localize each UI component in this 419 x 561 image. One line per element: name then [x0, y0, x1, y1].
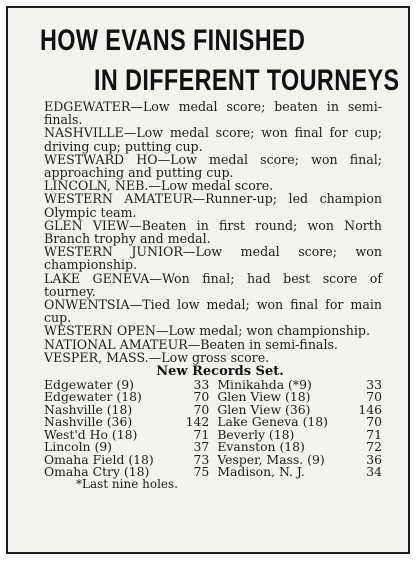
- tourney-name: LINCOLN, NEB.: [44, 178, 149, 194]
- tourney-name: EDGEWATER: [44, 99, 131, 114]
- tourney-entry: WESTERN AMATEUR—Runner-up; led champion Olympic team.: [44, 191, 382, 220]
- record-right-name: Minikahda (*9): [217, 377, 312, 393]
- tourney-result: Tied low medal; won final for main cup.: [44, 297, 382, 326]
- tourney-entry: EDGEWATER—Low medal score; beaten in semi-finals.: [44, 99, 382, 128]
- tourney-entry: LINCOLN, NEB.—Low medal score.: [44, 178, 274, 194]
- record-left-name: Omaha Field (18): [44, 451, 154, 467]
- tourney-name: WESTERN OPEN: [44, 323, 156, 339]
- record-left-score: 75: [193, 463, 210, 479]
- record-right-score: 72: [366, 439, 382, 455]
- tourney-entry: WESTERN JUNIOR—Low medal score; won championship.: [44, 244, 382, 273]
- tourney-result: Won final; had best score of tourney.: [44, 270, 382, 299]
- record-left-name: Edgewater (18): [44, 389, 142, 405]
- record-left-score: 73: [193, 451, 210, 467]
- record-right-score: 34: [366, 463, 382, 479]
- record-left-name: Edgewater (9): [44, 377, 134, 393]
- tourney-name: WESTERN AMATEUR: [44, 191, 193, 207]
- tourney-name: ONWENTSIA: [44, 297, 130, 313]
- tourney-entry: NASHVILLE—Low medal score; won final for cup; driving cup; putting cup.: [44, 125, 382, 154]
- record-left-score: 33: [193, 377, 210, 393]
- record-right-score: 70: [366, 414, 382, 430]
- record-left-score: 70: [193, 401, 210, 417]
- record-right-score: 36: [366, 451, 382, 467]
- tourney-entry: NATIONAL AMATEUR—Beaten in semi-finals.: [44, 336, 338, 352]
- record-left-score: 70: [193, 389, 210, 405]
- record-right-score: 71: [366, 426, 382, 442]
- headline-line-2: IN DIFFERENT TOURNEYS: [94, 64, 400, 97]
- tourney-name: NATIONAL AMATEUR: [44, 336, 188, 352]
- tourney-result: Beaten in semi-finals.: [200, 336, 338, 352]
- record-left-name: Nashville (18): [44, 401, 133, 417]
- tourney-result: Beaten in first round; won North Branch trophy and medal.: [44, 217, 382, 247]
- record-left-score: 142: [185, 414, 210, 430]
- record-left-name: Nashville (36): [44, 414, 133, 430]
- tourney-results-list: [44, 100, 382, 364]
- tourney-entry: VESPER, MASS.—Low gross score.: [44, 349, 270, 365]
- tourney-entry: LAKE GENEVA—Won final; had best score of tourney.: [44, 270, 382, 299]
- record-left-score: 37: [193, 439, 210, 455]
- record-right-name: Beverly (18): [217, 426, 295, 442]
- tourney-result: Low medal score; won championship.: [44, 244, 382, 273]
- tourney-name: GLEN VIEW: [44, 217, 130, 233]
- record-left-score: 71: [193, 426, 210, 442]
- record-right-name: Evanston (18): [217, 439, 305, 455]
- record-right-score: 33: [366, 377, 382, 393]
- tourney-result: Low medal score.: [160, 178, 274, 194]
- records-heading: New Records Set.: [156, 364, 284, 380]
- tourney-name: WESTWARD HO: [44, 151, 158, 167]
- tourney-name: VESPER, MASS.: [44, 349, 149, 365]
- record-right-name: Vesper, Mass. (9): [217, 451, 325, 467]
- record-right-name: Lake Geneva (18): [217, 414, 329, 430]
- tourney-result: Low medal; won championship.: [168, 323, 370, 339]
- tourney-result: Low medal score; won final; approaching and putting cup.: [44, 151, 382, 181]
- tourney-entry: WESTWARD HO—Low medal score; won final; approaching and putting cup.: [44, 151, 382, 181]
- record-right-score: 70: [366, 389, 382, 405]
- tourney-result: Low medal score; won final for cup; driving cup; putting cup.: [44, 125, 382, 154]
- tourney-entry: WESTERN OPEN—Low medal; won championship.: [44, 323, 370, 339]
- headline-line-1: HOW EVANS FINISHED: [40, 24, 306, 57]
- record-right-score: 146: [358, 401, 382, 417]
- record-right-name: Glen View (18): [217, 389, 311, 405]
- article-body: [44, 100, 382, 491]
- tourney-name: NASHVILLE: [44, 125, 124, 141]
- tourney-name: WESTERN JUNIOR: [44, 244, 183, 260]
- record-right-name: Madison, N. J.: [217, 463, 305, 479]
- record-left-name: West'd Ho (18): [44, 426, 138, 442]
- tourney-result: Low gross score.: [161, 349, 270, 365]
- tourney-result: Low medal score; beaten in semi-finals.: [44, 99, 382, 128]
- records-footnote: *Last nine holes.: [76, 477, 178, 492]
- tourney-result: Runner-up; led champion Olympic team.: [44, 191, 382, 220]
- tourney-entry: GLEN VIEW—Beaten in first round; won North Branch trophy and medal.: [44, 217, 382, 247]
- record-right-name: Glen View (36): [217, 401, 311, 417]
- newspaper-clipping: [6, 6, 410, 554]
- record-left-name: Omaha Ctry (18): [44, 463, 150, 479]
- record-left-name: Lincoln (9): [44, 439, 113, 455]
- tourney-name: LAKE GENEVA: [44, 270, 150, 286]
- tourney-entry: ONWENTSIA—Tied low medal; won final for main cup.: [44, 297, 382, 326]
- records-table: [44, 379, 382, 478]
